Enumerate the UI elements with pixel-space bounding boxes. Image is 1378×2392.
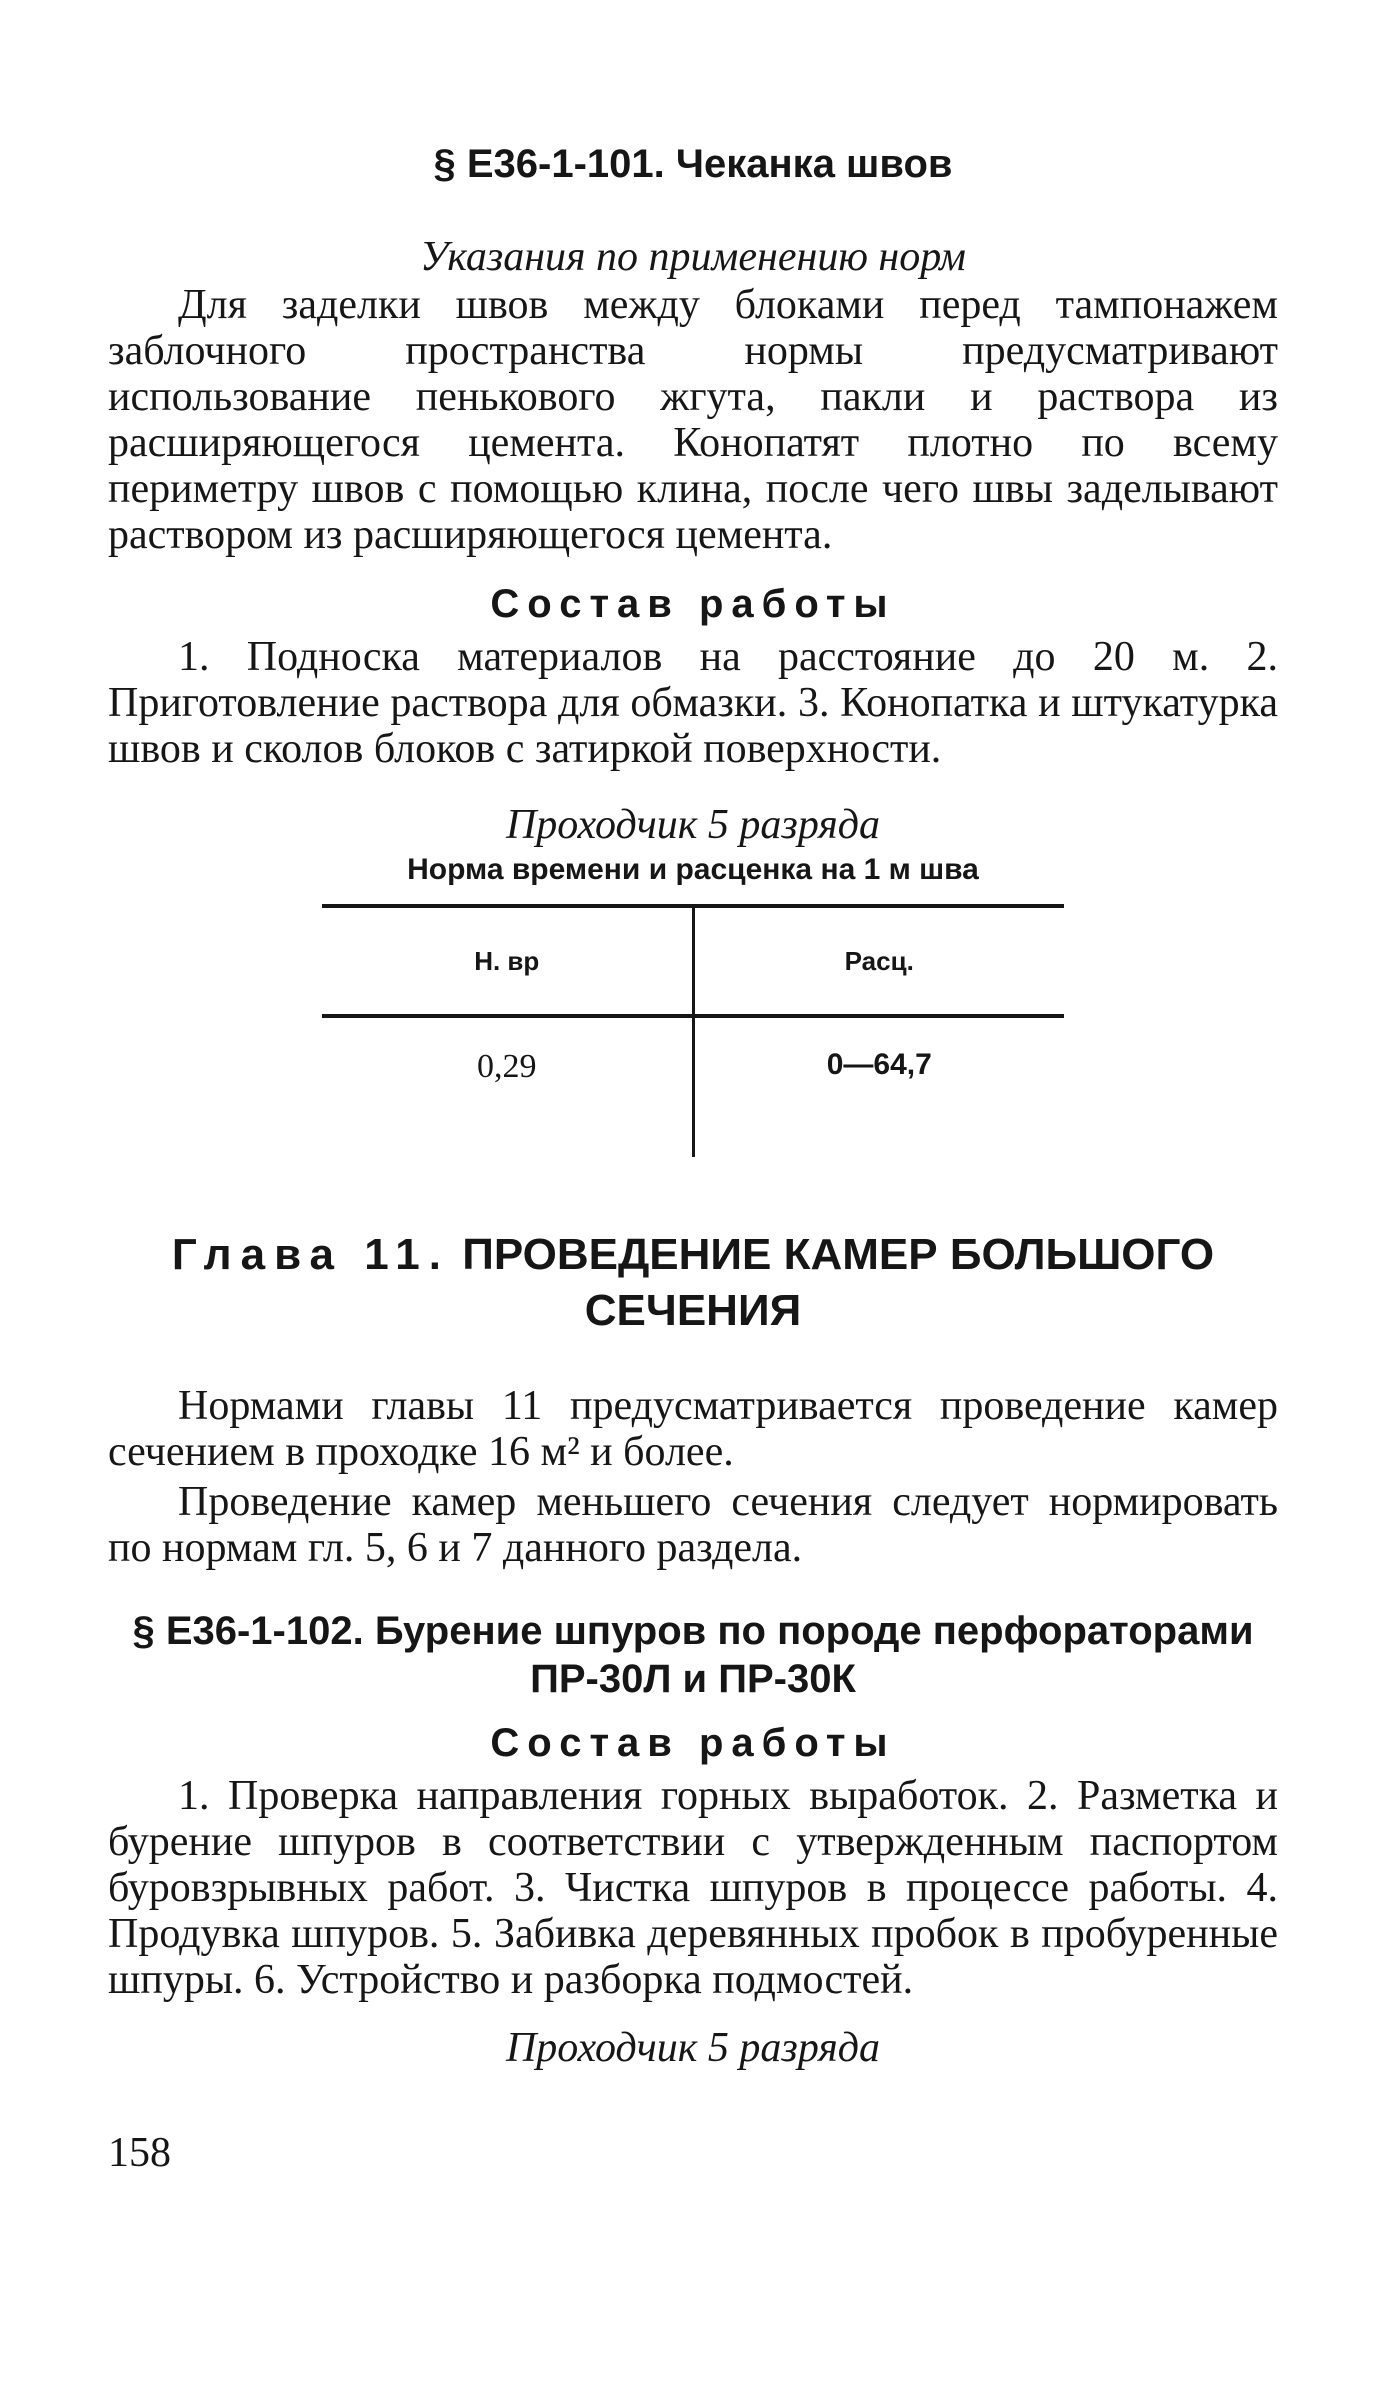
work-composition-title-2: Состав работы [490,1721,896,1765]
chapter-paragraph-1: Нормами главы 11 предусматривается проведение камер сечением в проходке 16 м² и более. [108,1383,1278,1475]
section2-heading-line1: § Е36-1-102. Бурение шпуров по породе перфораторами [132,1609,1254,1653]
worker-grade: Проходчик 5 разряда [505,802,881,848]
page-number: 158 [108,2130,171,2176]
section-heading-e36-1-101: § Е36-1-101. Чеканка швов [433,142,953,186]
norm-table [322,904,1064,1157]
header-rate: Расц. [693,906,1064,1016]
cell-rate: 0—64,7 [826,1048,932,1081]
chapter-title [108,1227,1278,1339]
work-composition-title: Состав работы [490,582,896,626]
chapter-label: Глава 11. [171,1230,450,1279]
section2-heading-line2: ПР-30Л и ПР-30К [530,1657,856,1701]
norm-table-title: Норма времени и расценка на 1 м шва [407,853,979,886]
norm-table-header-row [322,906,1064,1016]
chapter-title-line1: ПРОВЕДЕНИЕ КАМЕР БОЛЬШОГО [462,1230,1215,1279]
guidance-title: Указания по применению норм [420,234,966,280]
section-heading-e36-1-102 [108,1607,1278,1703]
page-content [108,140,1278,2177]
worker-grade-2: Проходчик 5 разряда [505,2025,881,2071]
work-composition-text: 1. Подноска материалов на расстояние до 20 м. 2. Приготовление раствора для обмазки. 3. Конопатка и штукатурка швов и сколов блоков с затиркой поверхности. [108,634,1278,772]
chapter-title-line2: СЕЧЕНИЯ [584,1286,802,1335]
guidance-text: Для заделки швов между блоками перед тампонажем заблочного пространства нормы предусматривают использование пенькового жгута, пакли и раствора из расширяющегося цемента. Конопатят плотно по всему периметру швов с помощью клина, после чего швы заделывают раствором из расширяющегося цемента. [108,282,1278,558]
chapter-paragraph-2: Проведение камер меньшего сечения следует нормировать по нормам гл. 5, 6 и 7 данного раздела. [108,1479,1278,1571]
cell-time-norm: 0,29 [322,1016,693,1157]
header-time-norm: Н. вр [322,906,693,1016]
work-composition-text-2: 1. Проверка направления горных выработок. 2. Разметка и бурение шпуров в соответствии с утвержденным паспортом буровзрывных работ. 3. Чистка шпуров в процессе работы. 4. Продувка шпуров. 5. Забивка деревянных пробок в пробуренные шпуры. 6. Устройство и разборка подмостей. [108,1773,1278,2003]
table-row [322,1016,1064,1157]
